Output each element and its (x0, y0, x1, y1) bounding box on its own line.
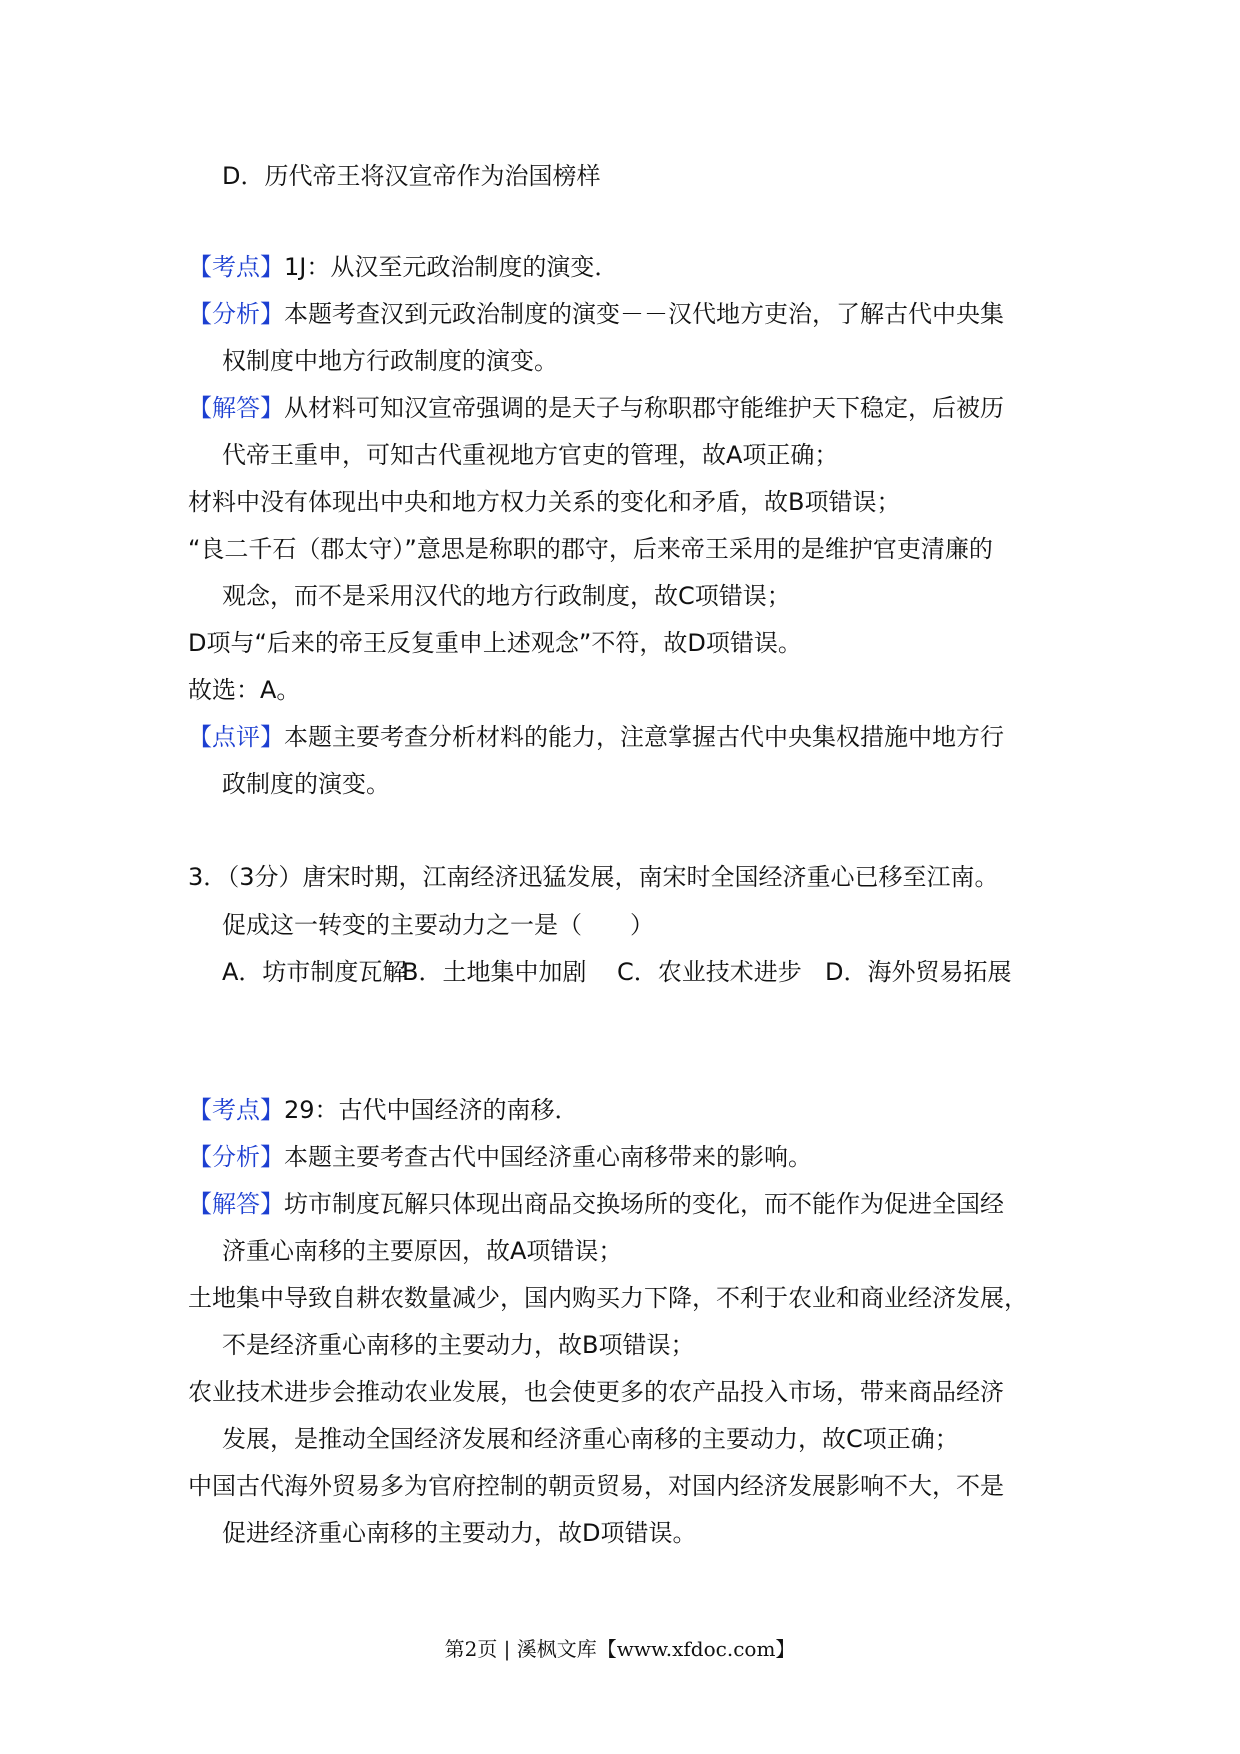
q3-stem: 3．（3分）唐宋时期，江南经济迅猛发展，南宋时全国经济重心已移至江南。 (188, 863, 999, 891)
q2-b-explanation: 材料中没有体现出中央和地方权力关系的变化和矛盾，故B项错误； (188, 488, 901, 516)
q2-c-explanation: “良二千石（郡太守）”意思是称职的郡守，后来帝王采用的是维护官吏清廉的 (188, 535, 993, 563)
q3-kaodian (188, 1093, 579, 1127)
q2-option-d: D．历代帝王将汉宣帝作为治国榜样 (222, 162, 601, 190)
q3-d-explanation: 中国古代海外贸易多为官府控制的朝贡贸易，对国内经济发展影响不大，不是 (188, 1472, 1004, 1500)
q2-kaodian (188, 250, 618, 284)
kaodian-text: 29：古代中国经济的南移． (284, 1096, 579, 1124)
fenxi-tag: 【分析】 (188, 300, 284, 328)
q2-c-explanation-cont: 观念，而不是采用汉代的地方行政制度，故C项错误； (222, 582, 791, 610)
q3-option-b: B．土地集中加剧 (402, 958, 587, 986)
q3-options (222, 955, 1011, 989)
jieda-text: 从材料可知汉宣帝强调的是天子与称职郡守能维护天下稳定，后被历 (284, 394, 1004, 422)
q3-b-explanation-cont: 不是经济重心南移的主要动力，故B项错误； (222, 1331, 695, 1359)
q3-jieda-cont: 济重心南移的主要原因，故A项错误； (222, 1237, 623, 1265)
q3-fenxi (188, 1140, 812, 1174)
fenxi-tag: 【分析】 (188, 1143, 284, 1171)
jieda-tag: 【解答】 (188, 1190, 284, 1218)
fenxi-text: 本题考查汉到元政治制度的演变－－汉代地方吏治，了解古代中央集 (284, 300, 1004, 328)
q2-fenxi-cont: 权制度中地方行政制度的演变。 (222, 347, 558, 375)
q2-answer: 故选：A。 (188, 676, 301, 704)
q3-option-a: A．坊市制度瓦解 (222, 958, 407, 986)
q2-d-explanation: D项与“后来的帝王反复重申上述观念”不符，故D项错误。 (188, 629, 802, 657)
q3-stem-cont: 促成这一转变的主要动力之一是（ ） (222, 911, 654, 939)
kaodian-tag: 【考点】 (188, 253, 284, 281)
q2-fenxi (188, 297, 1004, 331)
kaodian-text: 1J：从汉至元政治制度的演变． (284, 253, 619, 281)
jieda-tag: 【解答】 (188, 394, 284, 422)
fenxi-text: 本题主要考查古代中国经济重心南移带来的影响。 (284, 1143, 812, 1171)
q2-jieda (188, 391, 1004, 425)
q3-jieda (188, 1187, 1004, 1221)
q3-c-explanation: 农业技术进步会推动农业发展，也会使更多的农产品投入市场，带来商品经济 (188, 1378, 1004, 1406)
q3-d-explanation-cont: 促进经济重心南移的主要动力，故D项错误。 (222, 1519, 697, 1547)
q2-dianping (188, 720, 1004, 754)
kaodian-tag: 【考点】 (188, 1096, 284, 1124)
jieda-text: 坊市制度瓦解只体现出商品交换场所的变化，而不能作为促进全国经 (284, 1190, 1004, 1218)
q2-dianping-cont: 政制度的演变。 (222, 770, 390, 798)
q3-option-c: C．农业技术进步 (617, 958, 802, 986)
q3-b-explanation: 土地集中导致自耕农数量减少，国内购买力下降，不利于农业和商业经济发展， (188, 1284, 1028, 1312)
page-footer: 第2页 | 溪枫文库【www.xfdoc.com】 (444, 1637, 796, 1661)
dianping-text: 本题主要考查分析材料的能力，注意掌握古代中央集权措施中地方行 (284, 723, 1004, 751)
q3-option-d: D．海外贸易拓展 (825, 958, 1012, 986)
q3-c-explanation-cont: 发展，是推动全国经济发展和经济重心南移的主要动力，故C项正确； (222, 1425, 959, 1453)
q2-jieda-cont: 代帝王重申，可知古代重视地方官吏的管理，故A项正确； (222, 441, 839, 469)
dianping-tag: 【点评】 (188, 723, 284, 751)
